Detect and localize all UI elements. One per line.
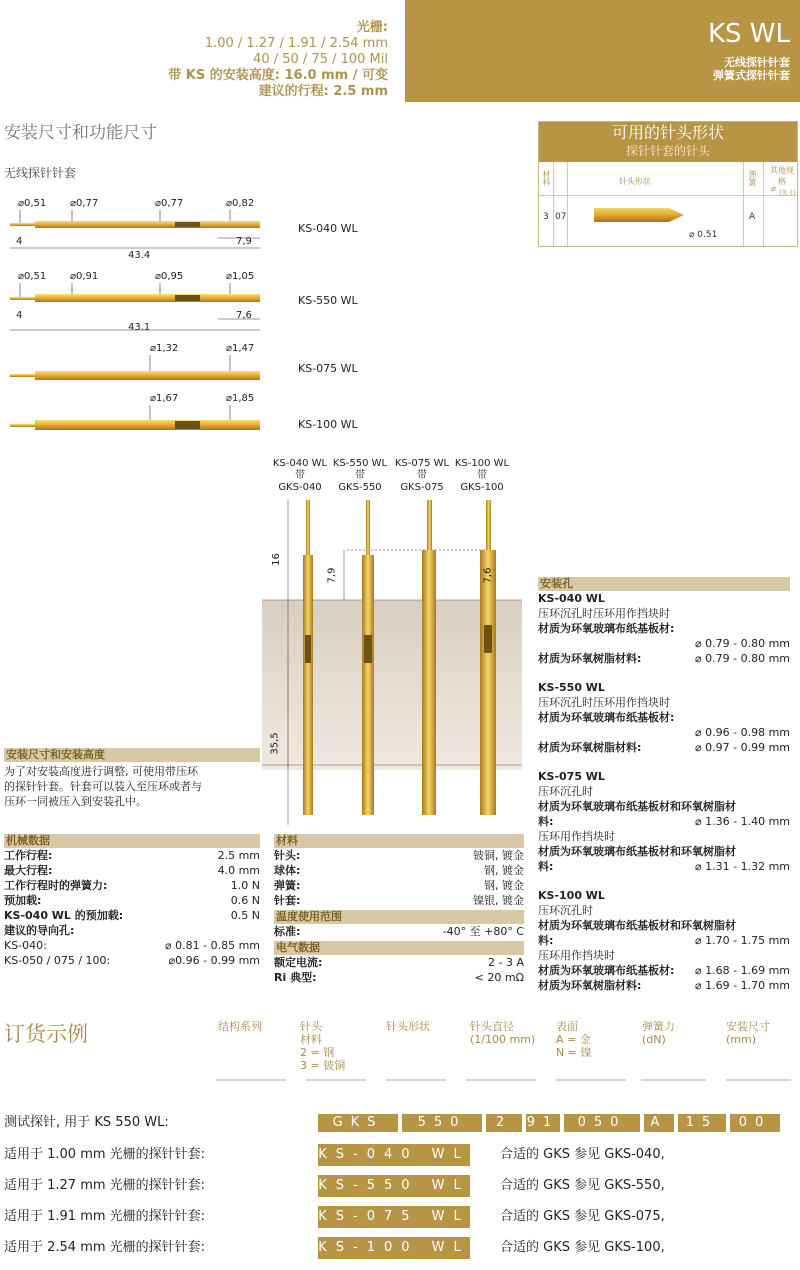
pin550-d3: ⌀0,95 xyxy=(155,271,184,282)
col-shape: 针头形状 xyxy=(619,177,651,186)
elec-title: 电气数据 xyxy=(274,941,524,955)
elec-value: < 20 mΩ xyxy=(474,971,524,984)
order-col-line: N = 镍 xyxy=(556,1046,592,1059)
material-row xyxy=(274,893,524,908)
material-value: 钢, 镀金 xyxy=(484,879,524,892)
install-hole-text: 材质为环氧玻璃布纸基板材: xyxy=(538,964,675,977)
material-row xyxy=(274,848,524,863)
install-hole-line xyxy=(538,963,790,978)
mech-section xyxy=(4,834,260,968)
pin100-name: KS-100 WL xyxy=(298,418,358,431)
temp-title: 温度使用范围 xyxy=(274,910,524,924)
install-hole-line xyxy=(538,651,790,666)
order-col-header xyxy=(470,1020,535,1046)
order-col-line: 针头 xyxy=(300,1020,322,1033)
install-hole-line xyxy=(538,784,790,799)
material-title: 材料 xyxy=(274,834,524,848)
mount-title: 安装尺寸和安装高度 xyxy=(4,748,260,762)
install-hole-text: 料: xyxy=(538,815,554,828)
subsection-title: 无线探针针套 xyxy=(4,166,77,180)
install-hole-text: 压环用作挡块时 xyxy=(538,830,615,843)
temp-key: 标准: xyxy=(274,925,301,938)
pin040-l1: 4 xyxy=(16,236,23,247)
material-row xyxy=(274,878,524,893)
pin075-d3: ⌀1,32 xyxy=(150,343,179,354)
install-hole-text: 压环沉孔时 xyxy=(538,785,593,798)
mount-text: 压环一同被压入到安装孔中。 xyxy=(4,795,147,808)
order-row-code: KS-075 WL xyxy=(318,1206,470,1228)
mech-value: ⌀0.96 - 0.99 mm xyxy=(168,954,260,967)
material-row xyxy=(274,863,524,878)
pin-ks040 xyxy=(10,210,260,248)
install-hole-text: 料: xyxy=(538,934,554,947)
header-line: 1.00 / 1.27 / 1.91 / 2.54 mm xyxy=(204,36,388,51)
mech-value: 0.5 N xyxy=(230,909,260,922)
install-hole-line xyxy=(538,725,790,740)
install-hole-name: KS-040 WL xyxy=(538,592,605,605)
col-other: 其他规格 xyxy=(770,166,794,186)
pin550-d2: ⌀0,91 xyxy=(70,271,99,282)
header-title-block xyxy=(405,0,800,102)
dim-16: 16 xyxy=(270,553,282,566)
col-spring: 弹簧 xyxy=(748,170,757,186)
install-hole-line xyxy=(538,918,790,933)
order-col-line: 材料 xyxy=(300,1033,322,1046)
install-hole-text: 料: xyxy=(538,860,554,873)
mech-key: KS-050 / 075 / 100: xyxy=(4,954,111,967)
install-hole-value: ⌀ 1.36 - 1.40 mm xyxy=(695,815,790,828)
mech-key: KS-040 WL 的预加载: xyxy=(4,909,124,922)
mech-row xyxy=(4,893,260,908)
mech-value: 2.5 mm xyxy=(217,849,260,862)
order-row-code: KS-040 WL xyxy=(318,1144,470,1166)
order-col-line: 3 = 铍铜 xyxy=(300,1059,346,1072)
temp-value: -40° 至 +80° C xyxy=(442,925,524,938)
header-line: 带 KS 的安装高度: 16.0 mm / 可变 xyxy=(168,68,388,83)
order-row-code: KS-100 WL xyxy=(318,1237,470,1259)
mech-row xyxy=(4,863,260,878)
pin040-d2: ⌀0,77 xyxy=(70,198,99,209)
mech-value: ⌀ 0.81 - 0.85 mm xyxy=(165,939,260,952)
section-title: 安装尺寸和功能尺寸 xyxy=(4,123,157,143)
install-hole-line xyxy=(538,606,790,621)
install-hole-text: 材质为环氧玻璃布纸基板材: xyxy=(538,711,675,724)
mech-title: 机械数据 xyxy=(4,834,260,848)
install-hole-block xyxy=(538,591,790,666)
page-title: KS WL xyxy=(707,19,790,49)
pin040-name: KS-040 WL xyxy=(298,222,358,235)
elec-key: 额定电流: xyxy=(274,956,323,969)
pin550-d4: ⌀1,05 xyxy=(226,271,255,282)
mech-key: 工作行程时的弹簧力: xyxy=(4,879,108,892)
pin040-d4: ⌀0,82 xyxy=(226,198,255,209)
install-hole-block xyxy=(538,769,790,874)
install-hole-text: 材质为环氧玻璃布纸基板材和环氧树脂材 xyxy=(538,845,736,858)
install-hole-text: 材质为环氧玻璃布纸基板材: xyxy=(538,622,675,635)
mech-row xyxy=(4,878,260,893)
pin100-d3: ⌀1,67 xyxy=(150,393,179,404)
pin550-d1: ⌀0,51 xyxy=(18,271,47,282)
pin-ks100 xyxy=(10,405,260,430)
mech-row xyxy=(4,848,260,863)
install-label-550: KS-550 WL 带 GKS-550 xyxy=(332,458,388,493)
install-hole-line xyxy=(538,740,790,755)
elec-row xyxy=(274,955,524,970)
install-hole-line xyxy=(538,621,790,636)
order-col-header xyxy=(218,1020,262,1033)
install-hole-line xyxy=(538,636,790,651)
order-row-label: 适用于 1.00 mm 光栅的探针针套: xyxy=(4,1147,206,1162)
install-hole-line xyxy=(538,814,790,829)
install-hole-value: ⌀ 1.69 - 1.70 mm xyxy=(695,979,790,992)
pin-ks075 xyxy=(10,355,260,380)
install-hole-text: 材质为环氧树脂材料: xyxy=(538,979,642,992)
dim-355: 35,5 xyxy=(269,732,281,755)
pin040-d3: ⌀0,77 xyxy=(155,198,184,209)
elec-value: 2 - 3 A xyxy=(488,956,524,969)
header-line: 光栅: xyxy=(356,20,388,35)
install-holes xyxy=(538,577,790,993)
install-hole-value: ⌀ 1.70 - 1.75 mm xyxy=(695,934,790,947)
mech-row xyxy=(4,953,260,968)
mech-value: 0.6 N xyxy=(230,894,260,907)
elec-key: Ri 典型: xyxy=(274,971,317,984)
order-row-note: 合适的 GKS 参见 GKS-075, xyxy=(500,1209,665,1224)
install-hole-value: ⌀ 1.68 - 1.69 mm xyxy=(695,964,790,977)
order-code-cell: 2 xyxy=(486,1114,522,1132)
dim-79: 7,9 xyxy=(326,567,338,584)
order-code-cell: 91 xyxy=(526,1115,560,1130)
mech-key: 建议的导向孔: xyxy=(4,924,75,937)
order-code-cell: 550 xyxy=(402,1114,482,1132)
install-pin-075 xyxy=(422,500,436,815)
mech-value: 4.0 mm xyxy=(217,864,260,877)
col-material: 材料 xyxy=(542,170,551,186)
order-code-cell: 00 xyxy=(730,1114,780,1132)
material-section xyxy=(274,834,524,985)
install-hole-text: 材质为环氧玻璃布纸基板材和环氧树脂材 xyxy=(538,800,736,813)
order-col-line: (dN) xyxy=(642,1033,666,1046)
install-hole-name: KS-100 WL xyxy=(538,889,605,902)
order-col-line: 弹簧力 xyxy=(642,1020,675,1033)
install-hole-text: 压环沉孔时压环用作挡块时 xyxy=(538,696,670,709)
order-code-cell: GKS xyxy=(318,1114,398,1132)
install-hole-value: ⌀ 0.96 - 0.98 mm xyxy=(695,726,790,739)
order-col-line: 2 = 钢 xyxy=(300,1046,335,1059)
header-subtitle: 无线探针针套 xyxy=(724,56,790,69)
mech-key: 预加载: xyxy=(4,894,42,907)
mech-key: 工作行程: xyxy=(4,849,53,862)
mech-row xyxy=(4,908,260,923)
mount-section xyxy=(4,748,260,809)
install-hole-line xyxy=(538,978,790,993)
row-material: 3 xyxy=(543,212,549,222)
order-col-line: (mm) xyxy=(726,1033,757,1046)
order-col-line: 针头形状 xyxy=(386,1020,430,1033)
pin040-len: 43.4 xyxy=(128,250,151,261)
order-row-label: 适用于 1.27 mm 光栅的探针针套: xyxy=(4,1178,206,1193)
pin040-l2: 7,9 xyxy=(236,236,252,247)
pin550-l2: 7,6 xyxy=(236,310,252,321)
mount-text: 为了对安装高度进行调整, 可使用带压环 xyxy=(4,765,198,778)
tip-box-subtitle: 探针针套的针头 xyxy=(625,144,710,158)
install-hole-text: 压环用作挡块时 xyxy=(538,949,615,962)
install-hole-line xyxy=(538,695,790,710)
pin550-l1: 4 xyxy=(16,310,23,321)
install-hole-value: ⌀ 0.79 - 0.80 mm xyxy=(695,637,790,650)
mech-key: KS-040: xyxy=(4,939,47,952)
material-value: 铍铜, 镀金 xyxy=(473,849,524,862)
order-col-header xyxy=(300,1020,345,1072)
install-hole-block xyxy=(538,680,790,755)
order-col-header xyxy=(556,1020,591,1059)
mech-row xyxy=(4,938,260,953)
install-hole-line xyxy=(538,799,790,814)
install-label-100: KS-100 WL 带 GKS-100 xyxy=(454,458,510,493)
row-spring: A xyxy=(749,212,756,222)
mech-row xyxy=(4,923,260,938)
material-key: 弹簧: xyxy=(274,879,301,892)
material-key: 针套: xyxy=(274,894,301,907)
order-col-line: 表面 xyxy=(556,1020,578,1033)
install-hole-value: ⌀ 0.79 - 0.80 mm xyxy=(695,652,790,665)
order-col-line: A = 金 xyxy=(556,1033,591,1046)
install-pin-100 xyxy=(480,500,496,815)
order-row-note: 合适的 GKS 参见 GKS-100, xyxy=(500,1240,665,1255)
order-col-line: (1/100 mm) xyxy=(470,1033,536,1046)
order-col-line: 结构系列 xyxy=(218,1020,262,1033)
install-hole-line xyxy=(538,859,790,874)
order-col-header xyxy=(726,1020,770,1046)
order-col-header xyxy=(642,1020,675,1046)
order-code-cell: A xyxy=(644,1114,674,1132)
order-row-code: KS-550 WL xyxy=(318,1175,470,1197)
install-label-075: KS-075 WL 带 GKS-075 xyxy=(394,458,450,493)
tip-shape-icon xyxy=(589,202,699,228)
material-value: 镍银, 镀金 xyxy=(473,894,524,907)
order-row-label: 适用于 1.91 mm 光栅的探针针套: xyxy=(4,1209,206,1224)
order-title: 订货示例 xyxy=(4,1022,88,1046)
order-col-header xyxy=(386,1020,430,1033)
pin075-d4: ⌀1,47 xyxy=(226,343,255,354)
tip-box-table xyxy=(539,162,797,246)
order-row-note: 合适的 GKS 参见 GKS-550, xyxy=(500,1178,665,1193)
mech-value: 1.0 N xyxy=(230,879,260,892)
install-figure xyxy=(262,495,522,835)
row-dia: ⌀ 0.51 xyxy=(689,230,718,240)
pin100-d4: ⌀1,85 xyxy=(226,393,255,404)
install-hole-text: 压环沉孔时 xyxy=(538,904,593,917)
mount-text: 的探针针套。针套可以装入至压环或者与 xyxy=(4,780,202,793)
order-col-line: 安装尺寸 xyxy=(726,1020,770,1033)
install-hole-text: 材质为环氧树脂材料: xyxy=(538,652,642,665)
header-line: 40 / 50 / 75 / 100 Mil xyxy=(253,52,388,67)
order-col-line: 针头直径 xyxy=(470,1020,514,1033)
install-hole-line xyxy=(538,844,790,859)
col-dia: ⌀ xyxy=(771,184,776,193)
elec-row xyxy=(274,970,524,985)
install-hole-line xyxy=(538,829,790,844)
install-hole-line xyxy=(538,710,790,725)
install-hole-line xyxy=(538,948,790,963)
header-subtitle: 弹簧式探针针套 xyxy=(713,69,790,82)
material-key: 针头: xyxy=(274,849,301,862)
material-value: 钢, 镀金 xyxy=(484,864,524,877)
order-row-note: 合适的 GKS 参见 GKS-040, xyxy=(500,1147,665,1162)
install-hole-name: KS-075 WL xyxy=(538,770,605,783)
order-row-label: 适用于 2.54 mm 光栅的探针针套: xyxy=(4,1240,206,1255)
header-specs xyxy=(0,0,400,102)
install-label-040: KS-040 WL 带 GKS-040 xyxy=(272,458,328,493)
install-hole-block xyxy=(538,888,790,993)
dim-76: 7,6 xyxy=(482,567,494,584)
pin075-name: KS-075 WL xyxy=(298,362,358,375)
order-code-cell: 15 xyxy=(678,1114,726,1132)
install-hole-text: 材质为环氧树脂材料: xyxy=(538,741,642,754)
mech-key: 最大行程: xyxy=(4,864,53,877)
install-hole-text: 材质为环氧玻璃布纸基板材和环氧树脂材 xyxy=(538,919,736,932)
row-code: 07 xyxy=(555,212,567,222)
install-holes-title: 安装孔 xyxy=(538,577,790,591)
header-line: 建议的行程: 2.5 mm xyxy=(258,84,388,99)
pin550-name: KS-550 WL xyxy=(298,294,358,307)
install-hole-value: ⌀ 0.97 - 0.99 mm xyxy=(695,741,790,754)
order-example-label: 测试探针, 用于 KS 550 WL: xyxy=(4,1115,169,1130)
tip-shape-box xyxy=(538,121,798,247)
install-hole-line xyxy=(538,933,790,948)
install-hole-value: ⌀ 1.31 - 1.32 mm xyxy=(695,860,790,873)
tip-box-title: 可用的针头形状 xyxy=(611,123,724,142)
order-code-cell: 050 xyxy=(564,1114,640,1132)
tip-box-header xyxy=(539,122,797,162)
install-hole-name: KS-550 WL xyxy=(538,681,605,694)
order-connectors xyxy=(216,1070,796,1120)
col-unit: (英寸) xyxy=(779,190,796,197)
material-key: 球体: xyxy=(274,864,301,877)
install-pin-550 xyxy=(362,500,374,815)
install-hole-line xyxy=(538,903,790,918)
install-hole-text: 压环沉孔时压环用作挡块时 xyxy=(538,607,670,620)
pin550-len: 43.1 xyxy=(128,322,151,333)
install-pin-040 xyxy=(303,500,313,815)
pin040-d1: ⌀0,51 xyxy=(18,198,47,209)
